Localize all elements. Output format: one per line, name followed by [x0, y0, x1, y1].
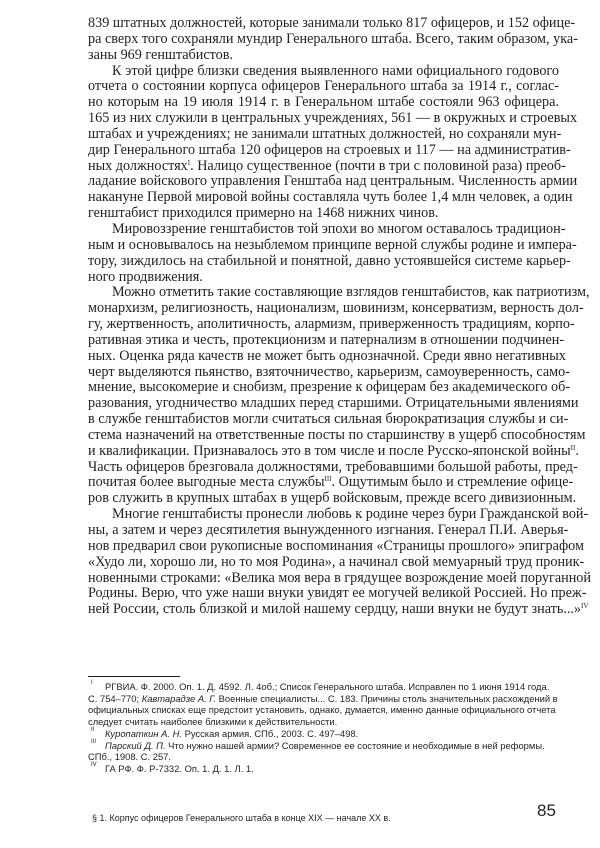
text-fragment: . Ощутимым было и стремление офице-	[331, 474, 574, 491]
footnote-1	[88, 681, 559, 728]
text-line: но которым на 19 июля 1914 г. в Генеральном штабе состояли 963 офицера.	[88, 94, 559, 111]
text-line: дир Генерального штаба 120 офицеров на строевых и 117 — на административ-	[88, 141, 571, 158]
footnote-4	[88, 763, 559, 775]
text-line: К этой цифре близки сведения выявленного нами официального годового	[112, 62, 559, 79]
text-line: новенными строками: «Велика моя вера в грядущее возрождение моей поруганной	[88, 569, 591, 586]
text-line: штабах и учреждениях; не занимали штатных должностей, но сохраняли мун-	[88, 125, 562, 142]
footnotes	[88, 681, 559, 775]
text-line: тору, зиждилось на стабильной и понятной, давно устоявшейся системе карьер-	[88, 252, 571, 269]
footnote-number: I	[91, 680, 93, 686]
text-line: заны 969 генштабистов.	[88, 46, 233, 63]
text-fragment: ных должностях	[88, 157, 188, 174]
text-fragment: . Налицо существенное (почти в три с половиной раза) преоб-	[190, 157, 566, 174]
footnote-3	[88, 740, 559, 763]
text-line: Мировоззрение генштабистов той эпохи во многом оставалось традицион-	[112, 220, 566, 237]
text-line: Многие генштабисты пронесли любовь к родине через бури Гражданской вой-	[112, 506, 589, 523]
text-line	[88, 157, 566, 175]
footnote-author: Кавтарадзе А. Г.	[141, 692, 217, 704]
text-line: ров служить в крупных штабах в ущерб войсковым, прежде всего дивизионным.	[88, 490, 577, 507]
text-line: Часть офицеров брезговала должностями, требовавшими большой работы, пред-	[88, 458, 578, 475]
text-line: отчета о состоянии корпуса офицеров Генерального штаба за 1914 г., соглас-	[88, 78, 559, 95]
footnote-divider	[88, 676, 180, 677]
text-line: Родины. Верю, что уже наши внуки увидят ее могучей великой Россией. Но преж-	[88, 585, 587, 602]
text-fragment: и квалификации. Признавалось это в том числе и после Русско-японской войны	[88, 442, 571, 459]
text-fragment: почитая более выгодные места службы	[88, 474, 325, 491]
footnote-2	[88, 728, 559, 740]
text-line	[88, 474, 574, 491]
footnote-number: IV	[91, 761, 97, 768]
text-line: разования, угодничество младших перед старшими. Отрицательными явлениями	[88, 395, 579, 412]
text-line: ладание войскового управления Генштаба над центральным. Численность армии	[88, 173, 578, 190]
footnote-text: Военные специалисты... С. 183. Причины столь значительных расхождений в официальных списках еще предстоит установить, однако, думается, именно данные официального отчета следует считать наиболее близкими к действительности.	[88, 692, 558, 728]
text-line: ны, а затем и через десятилетия вынужденного изгнания. Генерал П.И. Аверья-	[88, 522, 569, 538]
footnote-text: ГА РФ. Ф. Р-7332. Оп. 1. Д. 1. Л. 1.	[105, 762, 254, 774]
text-fragment: ней России, столь близкой и милой нашему сердцу, наши внуки не будут знать...»	[88, 601, 582, 618]
text-line	[88, 442, 579, 460]
text-line: 839 штатных должностей, которые занимали только 817 офицеров, и 152 офице-	[88, 15, 576, 31]
footnote-ref[interactable]: II	[570, 443, 576, 452]
text-line	[88, 601, 589, 618]
text-line: в службе генштабистов могли считаться сильная бюрократизация службы и си-	[88, 411, 569, 428]
footnote-text: РГВИА. Ф. 2000. Оп. 1. Д. 4592. Л. 4об.; Список Генерального штаба. Исправлен по 1 июня 1914 года. С. 754–770;	[88, 681, 550, 704]
text-line: ных. Оценка ряда качеств не может быть однозначной. Среди явно негативных	[88, 347, 566, 364]
footnote-ref[interactable]: I	[187, 158, 191, 167]
footnote-author: Парский Д. П.	[105, 739, 166, 751]
text-line: нов предварил свои рукописные воспоминания «Страницы прошлого» эпиграфом	[88, 537, 584, 554]
text-line: генштабист приходился примерно на 1468 нижних чинов.	[88, 205, 439, 222]
text-line: ным и основывалось на незыблемом принципе верной службы родине и импера-	[88, 236, 577, 253]
footnote-text: Русская армия. СПб., 2003. С. 497–498.	[181, 727, 359, 739]
page-number: 85	[537, 801, 556, 820]
text-line: 165 из них служили в центральных учреждениях, 561 — в окружных и строевых	[88, 110, 578, 127]
text-line: гу, жертвенность, аполитичность, алармизм, приверженность традициям, корпо-	[88, 316, 575, 333]
text-line: Можно отметить такие составляющие взглядов генштабистов, как патриотизм,	[112, 284, 590, 301]
footnote-author: Куропаткин А. Н.	[105, 727, 182, 739]
footnote-ref[interactable]: III	[324, 475, 332, 484]
text-line: мнение, высокомерие и снобизм, презрение к офицерам без академического об-	[88, 379, 571, 396]
text-line: черт выделяются пьянство, взяточничество, карьеризм, самоуверенность, само-	[88, 363, 570, 380]
footnote-number: III	[91, 738, 97, 745]
text-line: ративная этика и честь, протекционизм и патернализм в отношении подчинен-	[88, 331, 565, 348]
text-line: ра сверх того сохраняли мундир Генерального штаба. Всего, таким образом, ука-	[88, 30, 578, 47]
footnote-ref[interactable]: IV	[581, 602, 589, 611]
footnote-number: II	[91, 726, 95, 733]
text-line: накануне Первой мировой войны составляла чуть более 1,4 млн человек, а один	[88, 189, 573, 206]
text-line: ного продвижения.	[88, 268, 203, 285]
running-footer: § 1. Корпус офицеров Генерального штаба в конце XIX — начале XX в.	[92, 813, 391, 823]
text-line: «Худо ли, хорошо ли, но то моя Родина», а начинал свой мемуарный труд проник-	[88, 553, 585, 570]
text-fragment: .	[575, 442, 579, 459]
main-text	[88, 15, 591, 618]
footnote-text: Что нужно нашей армии? Современное ее состояние и необходимые в ней реформы. СПб., 1908. С. 257.	[88, 739, 545, 763]
text-line: стема назначений на ответственные посты по старшинству в ущерб способностям	[88, 426, 586, 443]
text-line: монархизм, религиозность, национализм, шовинизм, консерватизм, верность дол-	[88, 300, 584, 317]
